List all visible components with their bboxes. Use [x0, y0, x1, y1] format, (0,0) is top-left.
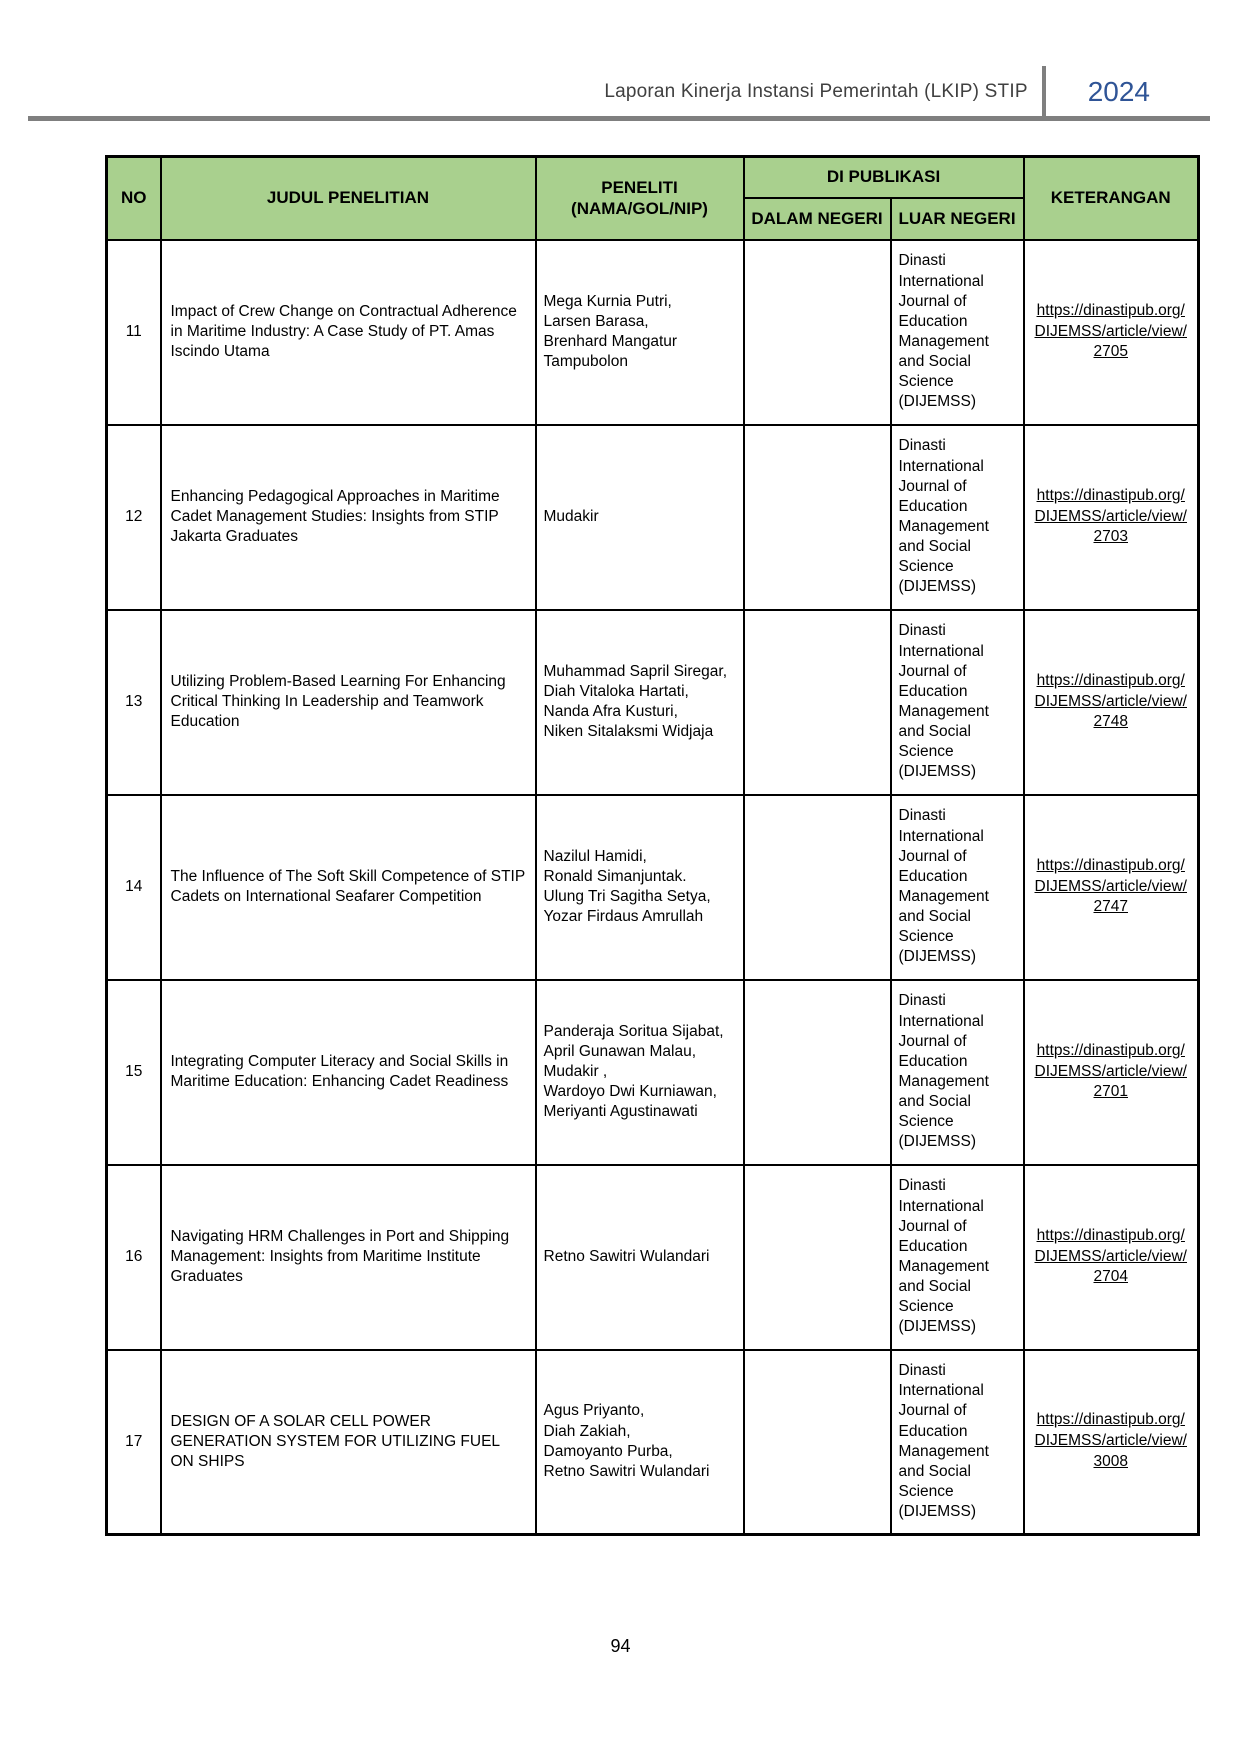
col-header-luar-negeri: LUAR NEGERI: [891, 198, 1024, 240]
publication-link-line: DIJEMSS/article/view/: [1034, 322, 1187, 340]
publication-link-line: 2748: [1093, 713, 1128, 731]
researcher-name: Ulung Tri Sagitha Setya,: [543, 888, 711, 905]
research-title: Enhancing Pedagogical Approaches in Maritime Cadet Management Studies: Insights from STIP Jakarta Graduates: [161, 425, 536, 610]
researcher-name: Yozar Firdaus Amrullah: [543, 908, 704, 926]
table-row: [107, 240, 1199, 425]
page-number: 94: [610, 1636, 631, 1656]
researcher-name: Mega Kurnia Putri,: [543, 292, 672, 310]
row-number: 13: [107, 610, 161, 795]
dalam-negeri-cell: [744, 425, 891, 610]
luar-negeri-journal: Dinasti International Journal of Education Management and Social Science (DIJEMSS): [891, 425, 1024, 610]
publication-link-line: https://dinastipub.org/: [1036, 486, 1185, 504]
luar-negeri-journal: Dinasti International Journal of Education Management and Social Science (DIJEMSS): [891, 795, 1024, 980]
keterangan-cell: [1024, 1350, 1199, 1535]
table-row: [107, 1350, 1199, 1535]
publication-link-line: DIJEMSS/article/view/: [1034, 1432, 1187, 1450]
researchers-cell: [536, 980, 744, 1165]
researcher-name: Niken Sitalaksmi Widjaja: [543, 723, 714, 741]
researchers-cell: [536, 240, 744, 425]
publication-link-line: https://dinastipub.org/: [1036, 1041, 1185, 1059]
table-row: [107, 1165, 1199, 1350]
header-divider-bar: [1042, 66, 1046, 118]
publication-link-line: https://dinastipub.org/: [1036, 301, 1185, 319]
publication-link-line: https://dinastipub.org/: [1036, 671, 1185, 689]
researcher-name: Meriyanti Agustinawati: [543, 1103, 698, 1121]
researcher-name: Retno Sawitri Wulandari: [543, 1247, 710, 1265]
publication-link[interactable]: [1031, 1041, 1192, 1104]
header-year: 2024: [1087, 76, 1150, 107]
header-title: Laporan Kinerja Instansi Pemerintah (LKIP) STIP: [604, 81, 1028, 102]
researchers-cell: [536, 1165, 744, 1350]
researcher-name: Ronald Simanjuntak.: [543, 867, 687, 885]
researcher-name: Diah Vitaloka Hartati,: [543, 682, 689, 700]
table-row: [107, 795, 1199, 980]
col-header-no: NO: [107, 157, 161, 240]
keterangan-cell: [1024, 425, 1199, 610]
researcher-name: Damoyanto Purba,: [543, 1442, 673, 1460]
research-title: DESIGN OF A SOLAR CELL POWER GENERATION SYSTEM FOR UTILIZING FUEL ON SHIPS: [161, 1350, 536, 1535]
header-rule: [28, 116, 1210, 121]
publication-link-line: DIJEMSS/article/view/: [1034, 877, 1187, 895]
researchers-cell: [536, 610, 744, 795]
dalam-negeri-cell: [744, 795, 891, 980]
table-row: [107, 610, 1199, 795]
dalam-negeri-cell: [744, 1165, 891, 1350]
dalam-negeri-cell: [744, 1350, 891, 1535]
research-title: Navigating HRM Challenges in Port and Shipping Management: Insights from Maritime Institute Graduates: [161, 1165, 536, 1350]
publication-link[interactable]: [1031, 671, 1192, 734]
luar-negeri-journal: Dinasti International Journal of Education Management and Social Science (DIJEMSS): [891, 610, 1024, 795]
researcher-name: Nazilul Hamidi,: [543, 847, 647, 865]
row-number: 12: [107, 425, 161, 610]
researchers-cell: [536, 1350, 744, 1535]
row-number: 17: [107, 1350, 161, 1535]
publication-link-line: 2703: [1093, 528, 1128, 546]
publication-link[interactable]: [1031, 1226, 1192, 1289]
row-number: 11: [107, 240, 161, 425]
publication-link-line: https://dinastipub.org/: [1036, 1411, 1185, 1429]
row-number: 15: [107, 980, 161, 1165]
luar-negeri-journal: Dinasti International Journal of Education Management and Social Science (DIJEMSS): [891, 1350, 1024, 1535]
researcher-name: Mudakir ,: [543, 1062, 608, 1080]
researcher-name: Panderaja Soritua Sijabat,: [543, 1022, 724, 1040]
publication-link[interactable]: [1031, 301, 1192, 364]
researcher-name: April Gunawan Malau,: [543, 1042, 696, 1060]
researchers-cell: [536, 795, 744, 980]
row-number: 14: [107, 795, 161, 980]
col-header-peneliti: [536, 157, 744, 240]
keterangan-cell: [1024, 1165, 1199, 1350]
col-header-dalam-negeri: DALAM NEGERI: [744, 198, 891, 240]
publication-link-line: 2705: [1093, 343, 1128, 361]
col-header-peneliti-line2: (NAMA/GOL/NIP): [571, 199, 708, 219]
publication-link-line: 2747: [1093, 898, 1128, 916]
researcher-name: Nanda Afra Kusturi,: [543, 703, 678, 720]
research-title: Utilizing Problem-Based Learning For Enhancing Critical Thinking In Leadership and Teamwork Education: [161, 610, 536, 795]
researcher-name: Diah Zakiah,: [543, 1422, 631, 1440]
publication-link-line: 2704: [1093, 1268, 1128, 1286]
dalam-negeri-cell: [744, 240, 891, 425]
research-title: Integrating Computer Literacy and Social Skills in Maritime Education: Enhancing Cadet Readiness: [161, 980, 536, 1165]
researcher-name: Mudakir: [543, 507, 599, 525]
keterangan-cell: [1024, 610, 1199, 795]
publication-link-line: DIJEMSS/article/view/: [1034, 1062, 1187, 1080]
research-title: Impact of Crew Change on Contractual Adherence in Maritime Industry: A Case Study of PT. Amas Iscindo Utama: [161, 240, 536, 425]
row-number: 16: [107, 1165, 161, 1350]
luar-negeri-journal: Dinasti International Journal of Education Management and Social Science (DIJEMSS): [891, 1165, 1024, 1350]
researcher-name: Retno Sawitri Wulandari: [543, 1462, 710, 1480]
publication-link[interactable]: [1031, 486, 1192, 549]
publication-link-line: 3008: [1093, 1453, 1128, 1471]
col-header-keterangan: KETERANGAN: [1024, 157, 1199, 240]
page-header: [0, 66, 1150, 118]
table-row: [107, 425, 1199, 610]
researcher-name: Brenhard Mangatur Tampubolon: [543, 333, 678, 371]
keterangan-cell: [1024, 795, 1199, 980]
keterangan-cell: [1024, 240, 1199, 425]
publication-link-line: DIJEMSS/article/view/: [1034, 692, 1187, 710]
publication-link-line: DIJEMSS/article/view/: [1034, 1247, 1187, 1265]
luar-negeri-journal: Dinasti International Journal of Education Management and Social Science (DIJEMSS): [891, 240, 1024, 425]
publication-link-line: DIJEMSS/article/view/: [1034, 507, 1187, 525]
researcher-name: Wardoyo Dwi Kurniawan,: [543, 1083, 717, 1101]
col-header-judul-penelitian: JUDUL PENELITIAN: [161, 157, 536, 240]
keterangan-cell: [1024, 980, 1199, 1165]
table-row: [107, 980, 1199, 1165]
dalam-negeri-cell: [744, 610, 891, 795]
publication-link[interactable]: [1031, 856, 1192, 919]
publication-link-line: https://dinastipub.org/: [1036, 856, 1185, 874]
dalam-negeri-cell: [744, 980, 891, 1165]
col-header-di-publikasi: DI PUBLIKASI: [744, 157, 1024, 198]
research-publications-table: [105, 155, 1200, 1536]
research-title: The Influence of The Soft Skill Competence of STIP Cadets on International Seafarer Competition: [161, 795, 536, 980]
luar-negeri-journal: Dinasti International Journal of Education Management and Social Science (DIJEMSS): [891, 980, 1024, 1165]
col-header-peneliti-line1: PENELITI: [601, 178, 678, 197]
table-header: [107, 157, 1199, 240]
publication-link[interactable]: [1031, 1410, 1192, 1473]
researcher-name: Muhammad Sapril Siregar,: [543, 662, 727, 680]
publication-link-line: 2701: [1093, 1083, 1128, 1101]
researcher-name: Larsen Barasa,: [543, 312, 649, 330]
researchers-cell: [536, 425, 744, 610]
researcher-name: Agus Priyanto,: [543, 1402, 645, 1420]
publication-link-line: https://dinastipub.org/: [1036, 1226, 1185, 1244]
